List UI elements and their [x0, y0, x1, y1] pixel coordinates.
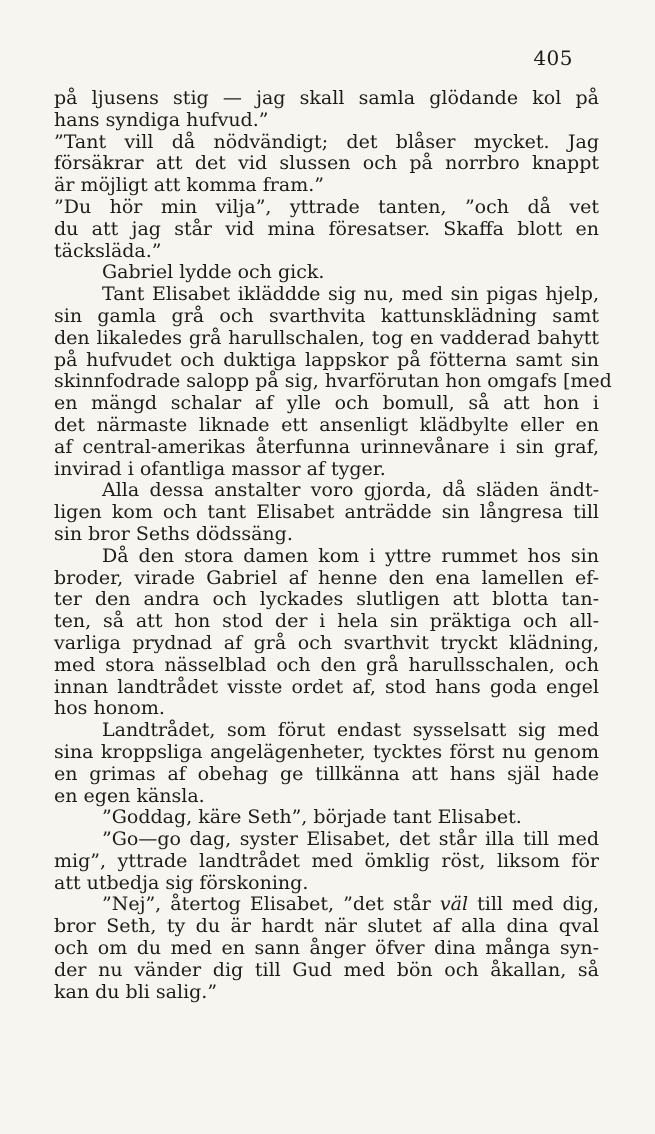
text-line: bror Seth, ty du är hardt när slutet af alla dina qval [54, 915, 599, 938]
text-line: med stora nässelblad och den grå harullsschalen, och [54, 653, 599, 676]
text-line: på hufvudet och duktiga lappskor på fötterna samt sin [54, 348, 599, 371]
text-line: ”Tant vill då nödvändigt; det blåser mycket. Jag [54, 130, 599, 153]
text-line: kan du bli salig.” [54, 980, 218, 1003]
text-line: det närmaste liknade ett ansenligt klädbylte eller en [54, 413, 599, 436]
text-line: ter den andra och lyckades slutligen att blotta tan- [54, 588, 599, 611]
text-line: innan landtrådet visste ordet af, stod hans goda engel [54, 675, 599, 698]
text-line: Alla dessa anstalter voro gjorda, då släden ändt- [102, 479, 599, 502]
page-number: 405 [533, 46, 573, 70]
text-line: är möjligt att komma fram.” [54, 174, 324, 197]
text-line: ”Goddag, käre Seth”, började tant Elisabet. [102, 806, 522, 829]
text-line: ”Go—go dag, syster Elisabet, det står illa till med [102, 828, 599, 851]
text-line: hos honom. [54, 697, 165, 720]
text-line: invirad i ofantliga massor af tyger. [54, 457, 386, 480]
text-line: försäkrar att det vid slussen och på norrbro knappt [54, 152, 599, 175]
text-line: och om du med en sann ånger öfver dina många syn- [54, 937, 599, 960]
text-line: täcksläda.” [54, 239, 162, 262]
text-line: på ljusens stig — jag skall samla glödande kol på [54, 87, 599, 109]
text-line: Gabriel lydde och gick. [102, 261, 325, 284]
text-line: sin gamla grå och svarthvita kattunsklädning samt [54, 304, 599, 327]
text-line: hans syndiga hufvud.” [54, 108, 269, 131]
text-line: ”Du hör min vilja”, yttrade tanten, ”och då vet [54, 195, 599, 218]
text-line: varliga prydnad af grå och svarthvit tryckt klädning, [54, 631, 599, 654]
text-line: mig”, yttrade landtrådet med ömklig röst, liksom för [54, 849, 599, 872]
text-line: en grimas af obehag ge tillkänna att hans själ hade [54, 762, 599, 785]
text-line: ligen kom och tant Elisabet anträdde sin långresa till [54, 501, 599, 524]
text-line: sina kroppsliga angelägenheter, tycktes först nu genom [54, 740, 599, 763]
text-line: skinnfodrade salopp på sig, hvarförutan hon omgafs [med [54, 370, 612, 393]
text-line: sin bror Seths dödssäng. [54, 522, 293, 545]
text-line: Tant Elisabet ikläddde sig nu, med sin pigas hjelp, [102, 283, 599, 306]
text-line: en egen känsla. [54, 784, 205, 807]
text-line: broder, virade Gabriel af henne den ena lamellen ef- [54, 566, 599, 589]
text-line: Då den stora damen kom i yttre rummet hos sin [102, 544, 599, 567]
text-line: ten, så att hon stod der i hela sin präktiga och all- [54, 610, 599, 633]
text-line: ”Nej”, återtog Elisabet, ”det står väl till med dig, [102, 893, 599, 916]
text-line: Landtrådet, som förut endast sysselsatt sig med [102, 719, 599, 742]
text-line: att utbedja sig förskoning. [54, 871, 309, 894]
text-line: den likaledes grå harullschalen, tog en vadderad bahytt [54, 326, 599, 349]
text-line: du att jag står vid mina föresatser. Skaffa blott en [54, 217, 599, 240]
body-text [54, 87, 612, 1003]
text-line: af central-amerikas återfunna urinnevånare i sin graf, [54, 435, 599, 458]
text-line: en mängd schalar af ylle och bomull, så att hon i [54, 392, 599, 415]
text-line: der nu vänder dig till Gud med bön och åkallan, så [54, 958, 599, 981]
